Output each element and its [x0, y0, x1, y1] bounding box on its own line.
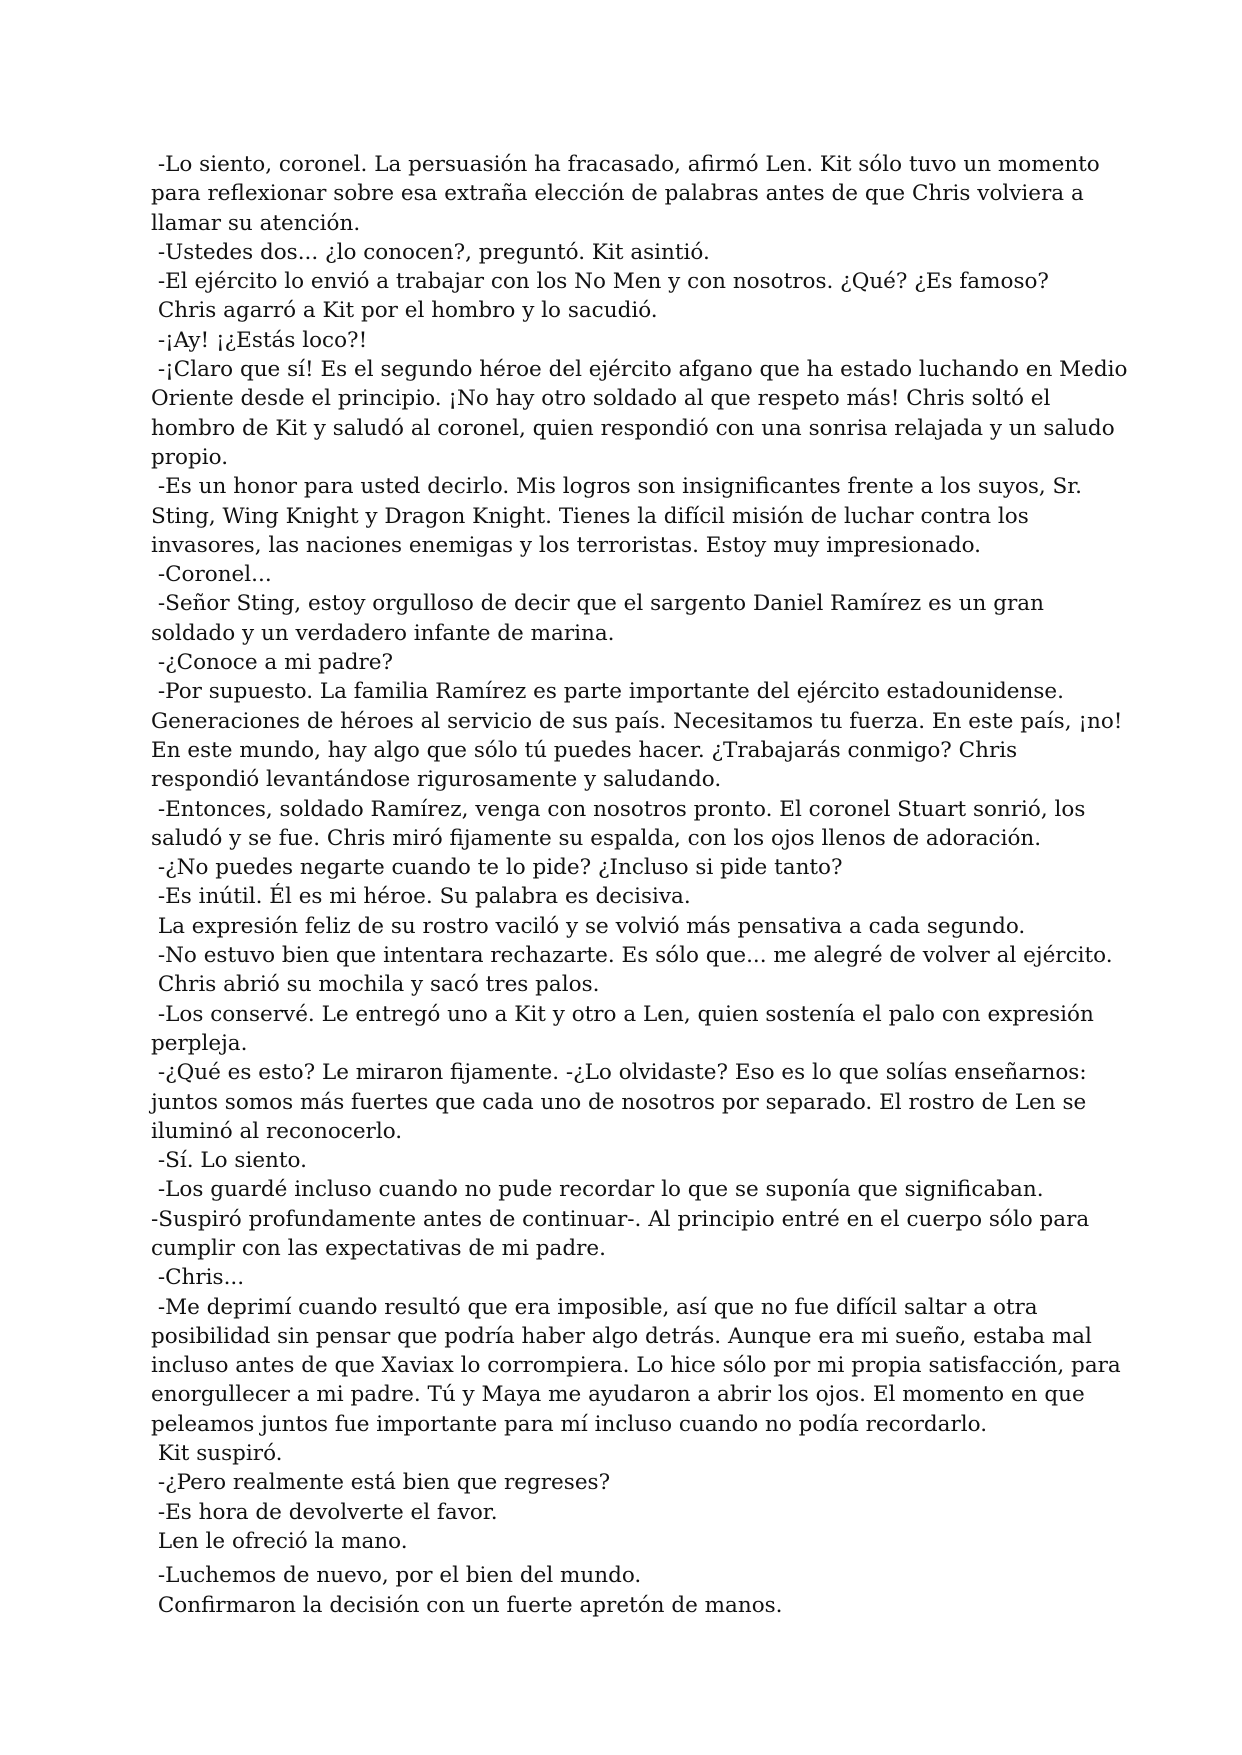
text-line: Oriente desde el principio. ¡No hay otro soldado al que respeto más! Chris soltó el: [151, 386, 1051, 412]
text-line: Generaciones de héroes al servicio de sus país. Necesitamos tu fuerza. En este país, ¡no!: [151, 708, 1123, 734]
text-line: soldado y un verdadero infante de marina.: [151, 620, 615, 646]
body-text: [151, 150, 1128, 1620]
text-line: Kit suspiró.: [151, 1441, 283, 1467]
text-line: -No estuvo bien que intentara rechazarte. Es sólo que... me alegré de volver al ejército.: [151, 943, 1113, 969]
text-line: -Luchemos de nuevo, por el bien del mundo.: [151, 1563, 642, 1589]
text-line: -Los conservé. Le entregó uno a Kit y otro a Len, quien sostenía el palo con expresión: [151, 1001, 1094, 1027]
text-line: Confirmaron la decisión con un fuerte apretón de manos.: [151, 1592, 783, 1618]
text-line: -¿Conoce a mi padre?: [151, 650, 394, 676]
text-line: Chris abrió su mochila y sacó tres palos.: [151, 972, 600, 998]
text-line: posibilidad sin pensar que podría haber algo detrás. Aunque era mi sueño, estaba mal: [151, 1323, 1092, 1349]
text-line: -¡Claro que sí! Es el segundo héroe del ejército afgano que ha estado luchando en Medio: [151, 357, 1128, 383]
text-line: -El ejército lo envió a trabajar con los No Men y con nosotros. ¿Qué? ¿Es famoso?: [151, 269, 1049, 295]
text-line: -Ustedes dos... ¿lo conocen?, preguntó. Kit asintió.: [151, 239, 710, 265]
text-line: -Es inútil. Él es mi héroe. Su palabra es decisiva.: [151, 884, 691, 910]
text-line: -Es un honor para usted decirlo. Mis logros son insignificantes frente a los suyos, Sr.: [151, 474, 1083, 500]
text-line: -Sí. Lo siento.: [151, 1148, 307, 1174]
text-line: iluminó al reconocerlo.: [151, 1118, 403, 1144]
text-line: juntos somos más fuertes que cada uno de nosotros por separado. El rostro de Len se: [151, 1089, 1087, 1115]
text-line: -¡Ay! ¡¿Estás loco?!: [151, 327, 368, 353]
text-line: Len le ofreció la mano.: [151, 1528, 408, 1554]
text-line: -¿Pero realmente está bien que regreses?: [151, 1470, 611, 1496]
text-line: La expresión feliz de su rostro vaciló y se volvió más pensativa a cada segundo.: [151, 913, 1026, 939]
text-line: peleamos juntos fue importante para mí incluso cuando no podía recordarlo.: [151, 1411, 988, 1437]
text-line: invasores, las naciones enemigas y los terroristas. Estoy muy impresionado.: [151, 532, 981, 558]
text-line: -Chris...: [151, 1265, 245, 1291]
text-line: perpleja.: [151, 1030, 248, 1056]
text-line: -Lo siento, coronel. La persuasión ha fracasado, afirmó Len. Kit sólo tuvo un momento: [151, 152, 1100, 177]
text-line: propio.: [151, 444, 229, 470]
text-line: -Señor Sting, estoy orgulloso de decir que el sargento Daniel Ramírez es un gran: [151, 591, 1044, 617]
text-line: respondió levantándose rigurosamente y saludando.: [151, 767, 722, 793]
text-line: En este mundo, hay algo que sólo tú puedes hacer. ¿Trabajarás conmigo? Chris: [151, 737, 1018, 763]
text-line: -Por supuesto. La familia Ramírez es parte importante del ejército estadounidense.: [151, 679, 1064, 705]
text-line: -Los guardé incluso cuando no pude recordar lo que se suponía que significaban.: [151, 1177, 1044, 1203]
text-line: enorgullecer a mi padre. Tú y Maya me ayudaron a abrir los ojos. El momento en que: [151, 1382, 1085, 1408]
text-line: -¿Qué es esto? Le miraron fijamente. -¿Lo olvidaste? Eso es lo que solías enseñarnos:: [151, 1060, 1087, 1086]
text-line: -Suspiró profundamente antes de continuar-. Al principio entré en el cuerpo sólo para: [151, 1206, 1090, 1232]
text-line: -¿No puedes negarte cuando te lo pide? ¿Incluso si pide tanto?: [151, 855, 843, 881]
text-line: hombro de Kit y saludó al coronel, quien respondió con una sonrisa relajada y un saludo: [151, 415, 1115, 441]
text-line: incluso antes de que Xaviax lo corrompiera. Lo hice sólo por mi propia satisfacción, para: [151, 1353, 1121, 1379]
text-line: -Entonces, soldado Ramírez, venga con nosotros pronto. El coronel Stuart sonrió, los: [151, 796, 1086, 822]
text-line: Sting, Wing Knight y Dragon Knight. Tienes la difícil misión de luchar contra los: [151, 503, 1029, 529]
text-line: -Me deprimí cuando resultó que era imposible, así que no fue difícil saltar a otra: [151, 1294, 1038, 1320]
text-line: para reflexionar sobre esa extraña elección de palabras antes de que Chris volviera a: [151, 181, 1084, 207]
text-line: cumplir con las expectativas de mi padre.: [151, 1235, 606, 1261]
text-line: llamar su atención.: [151, 210, 361, 236]
text-line: -Es hora de devolverte el favor.: [151, 1499, 498, 1525]
text-line: -Coronel...: [151, 562, 272, 588]
text-line: saludó y se fue. Chris miró fijamente su espalda, con los ojos llenos de adoración.: [151, 825, 1042, 851]
text-line: Chris agarró a Kit por el hombro y lo sacudió.: [151, 298, 658, 324]
